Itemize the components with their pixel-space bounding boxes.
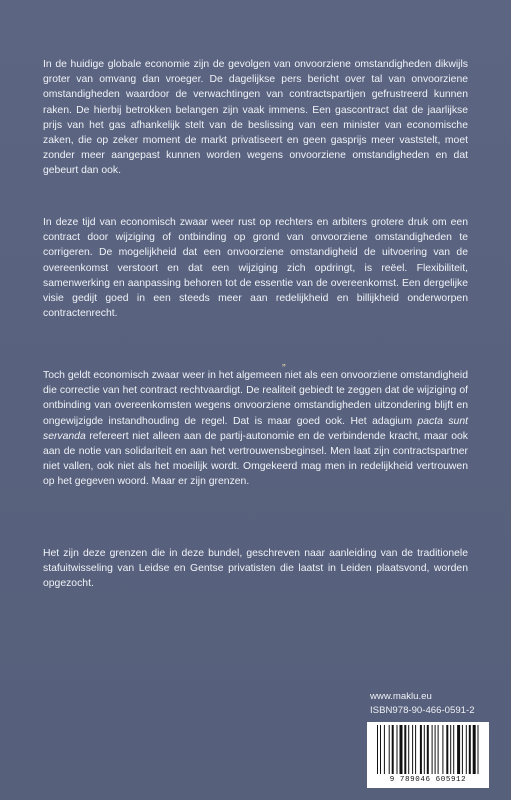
paragraph-3-part-1: Toch geldt economisch zwaar weer in het algemeen niet als een onvoorziene omstandigheid die correctie van het contract rechtvaardigt. De realiteit gebiedt te zeggen dat de wijziging of ontbinding van overeenkomsten wegens onvoorziene omstandigheden uitzondering blijft en ongewijzigde instandhouding de regel. Dat is maar goed ook. Het adagium [43,370,468,427]
barcode-bar [438,725,439,774]
barcode-bar [453,725,454,774]
barcode-bar [400,725,403,774]
barcode-bar [466,725,467,774]
latin-adage: pacta sunt servanda [43,415,469,442]
barcode-bar [380,725,381,774]
paragraph-1-text: In de huidige globale economie zijn de gevolgen van onvoorziene omstandigheden dikwijls groter van omvang dan vroeger. De dagelijkse pers bericht over tal van onvoorziene omstandigheden waardoor de verwachtingen van contractspartijen gefrustreerd kunnen raken. De hierbij betrokken belangen zijn vaak immens. Een gascontract dat de jaarlijkse prijs van het gas afhankelijk stelt van de beslissing van een minister van economische zaken, die op zeker moment de markt privatiseert en geen gasprijs meer vaststelt, moet zonder meer aangepast kunnen worden wegens onvoorziene omstandigheden en dat gebeurt dan ook. [43,59,468,177]
barcode-bar [450,725,451,774]
barcode-bar [384,725,385,774]
small-mark-icon: „ [282,356,286,368]
barcode-bar [478,725,479,774]
barcode-bar [404,725,406,774]
paragraph-4 [43,546,468,592]
barcode-bar [442,725,443,774]
barcode-bar [415,725,416,774]
paragraph-4-text: Het zijn deze grenzen die in deze bundel, geschreven naar aanleiding van de traditionele stafuitwisseling van Leidse en Gentse privatisten die laatst in Leiden plaatsvond, worden opgezocht. [43,548,468,590]
barcode-bar [412,725,413,774]
barcode-bar [435,725,436,774]
barcode-bar [397,725,398,774]
paragraph-2-text: In deze tijd van economisch zwaar weer rust op rechters en arbiters grotere druk om een contract door wijziging of ontbinding op grond van onvoorziene omstandigheden te corrigeren. De mogelijkheid dat een onvoorziene omstandigheid de uitvoering van de overeenkomst verstoort en dat een wijziging zich opdringt, is reëel. Flexibiliteit, samenwerking en aanpassing behoren tot de essentie van de overeenkomst. Een dergelijke visie gedijt goed in een steeds meer aan redelijkheid en billijkheid onderworpen contractenrecht. [43,217,468,320]
barcode-bar [392,725,394,774]
barcode-bar [424,725,425,774]
barcode-bar [427,725,429,774]
barcode-bar [462,725,463,774]
barcode-bar [457,725,460,774]
barcode-icon [367,722,489,778]
barcode-bar [377,725,378,774]
barcode-bar [469,725,471,774]
barcode-bar [420,725,422,774]
paragraph-1 [43,57,468,179]
isbn-number: ISBN978-90-466-0591-2 [370,705,475,716]
paragraph-2 [43,215,468,321]
barcode-digits: 9 789046 605912 [389,776,467,784]
barcode-bar [432,725,433,774]
paragraph-3 [43,368,468,490]
barcode-bar [473,725,476,774]
publisher-website: www.maklu.eu [370,691,432,702]
isbn-barcode [367,722,489,788]
paragraph-3-text [43,368,468,490]
paragraph-3-part-2: refereert niet alleen aan de partij-autonomie en de verbindende kracht, maar ook aan de notie van solidariteit en aan het vertrouwensbeginsel. Men laat zijn contractspartner niet vallen, ook niet als het moeilijk wordt. Omgekeerd mag men in redelijkheid vertrouwen op het gegeven woord. Maar er zijn grenzen. [43,430,468,488]
publisher-info [370,690,500,718]
barcode-bar [389,725,390,774]
barcode-bar [408,725,409,774]
barcode-bar [446,725,448,774]
